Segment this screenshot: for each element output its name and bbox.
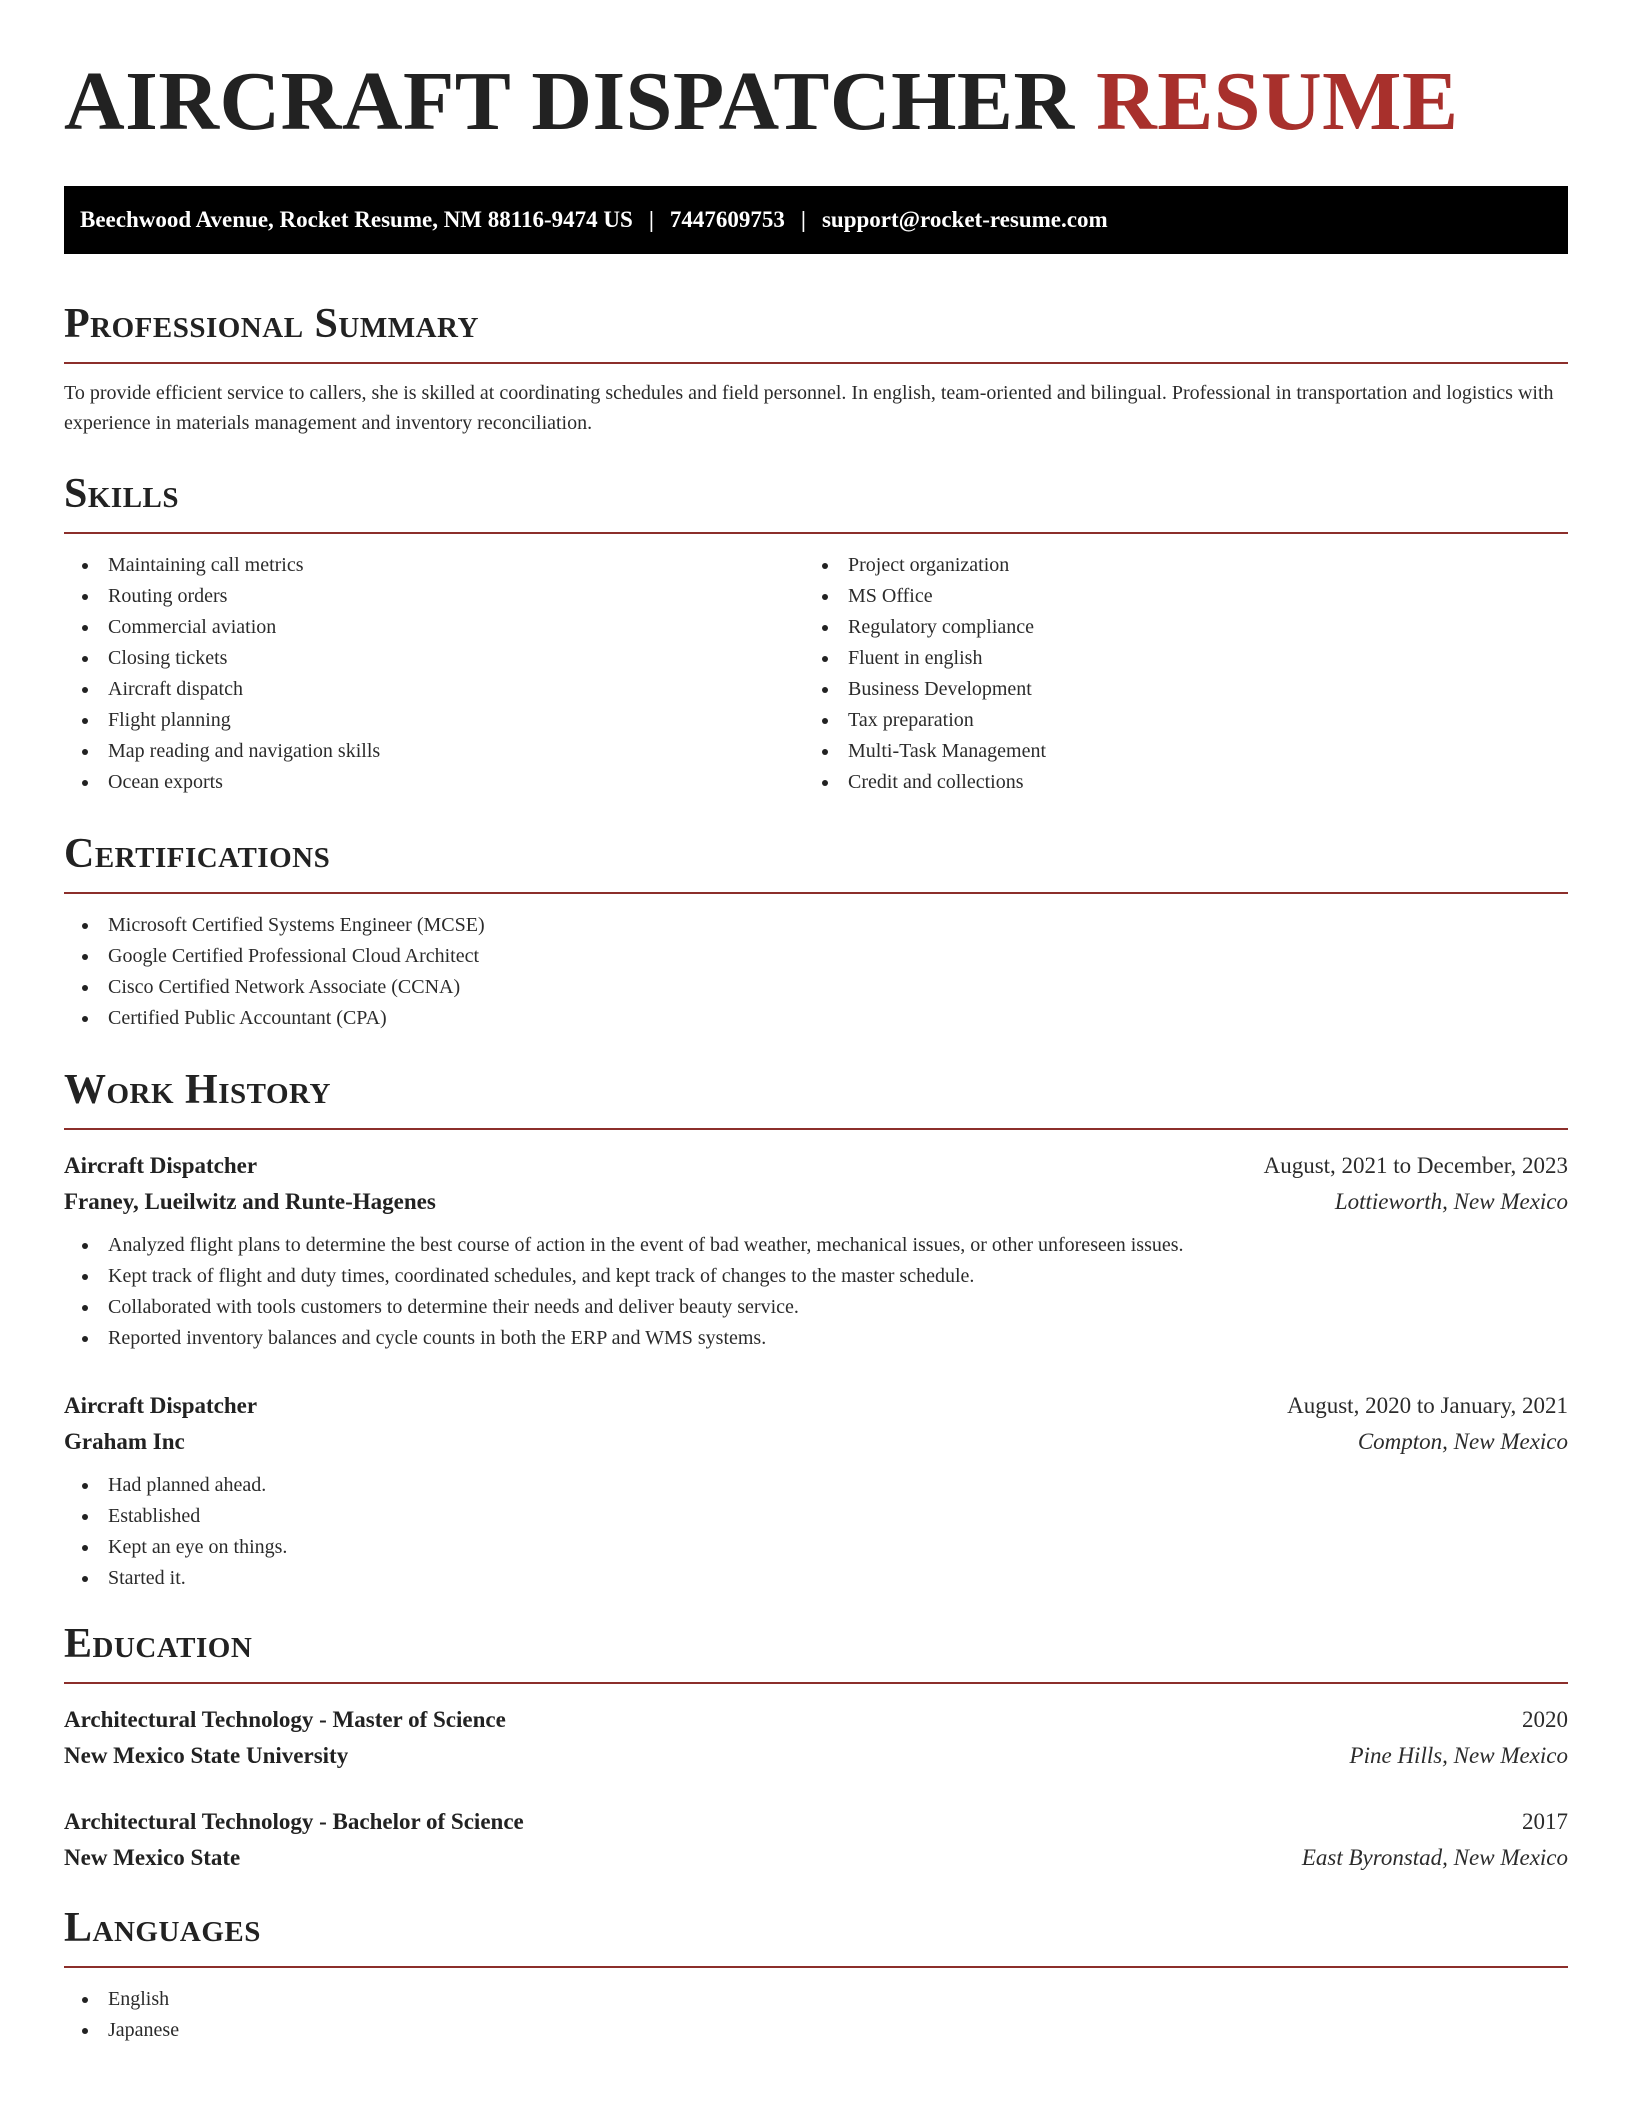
skill-item: Tax preparation xyxy=(804,705,1544,736)
skill-item: Ocean exports xyxy=(64,767,804,798)
certifications-list xyxy=(64,910,1568,1034)
skill-item: Map reading and navigation skills xyxy=(64,736,804,767)
contact-bar xyxy=(64,186,1568,254)
skill-item: Commercial aviation xyxy=(64,612,804,643)
job-bullet: Had planned ahead. xyxy=(64,1470,1568,1501)
skill-item: Credit and collections xyxy=(804,767,1544,798)
job-company: Graham Inc xyxy=(64,1429,185,1454)
contact-address: Beechwood Avenue, Rocket Resume, NM 88116-9474 US xyxy=(80,207,633,232)
job-location: Compton, New Mexico xyxy=(1357,1429,1568,1454)
education-school: New Mexico State xyxy=(64,1845,241,1870)
skill-item: Multi-Task Management xyxy=(804,736,1544,767)
education-location: East Byronstad, New Mexico xyxy=(1301,1845,1568,1870)
summary-section xyxy=(64,298,1568,438)
skills-section xyxy=(64,468,1568,798)
job-title-row xyxy=(64,1388,1568,1424)
education-section xyxy=(64,1618,1568,1876)
education-entry xyxy=(64,1702,1568,1774)
work-history-section xyxy=(64,1064,1568,1594)
job-title: Aircraft Dispatcher xyxy=(64,1153,258,1178)
summary-heading: Professional Summary xyxy=(64,298,1568,364)
skill-item: Project organization xyxy=(804,550,1544,581)
certification-item: Microsoft Certified Systems Engineer (MCSE) xyxy=(64,910,1568,941)
summary-text: To provide efficient service to callers, she is skilled at coordinating schedules and field personnel. In english, team-oriented and bilingual. Professional in transportation and logistics with experience in materials management and inventory reconciliation. xyxy=(64,382,1554,434)
skills-grid xyxy=(64,550,1568,798)
job-bullet: Reported inventory balances and cycle counts in both the ERP and WMS systems. xyxy=(64,1323,1568,1354)
skill-item: Flight planning xyxy=(64,705,804,736)
education-heading: Education xyxy=(64,1618,1568,1684)
education-year: 2020 xyxy=(1522,1707,1568,1732)
skill-item: Fluent in english xyxy=(804,643,1544,674)
skill-item: Closing tickets xyxy=(64,643,804,674)
resume-title xyxy=(64,0,1568,152)
education-school-row xyxy=(64,1738,1568,1774)
education-location: Pine Hills, New Mexico xyxy=(1349,1743,1568,1768)
job-company: Franey, Lueilwitz and Runte-Hagenes xyxy=(64,1189,436,1214)
skill-item: Routing orders xyxy=(64,581,804,612)
skill-item: Regulatory compliance xyxy=(804,612,1544,643)
certification-item: Google Certified Professional Cloud Architect xyxy=(64,941,1568,972)
education-school: New Mexico State University xyxy=(64,1743,349,1768)
certification-item: Certified Public Accountant (CPA) xyxy=(64,1003,1568,1034)
contact-phone: 7447609753 xyxy=(669,207,785,232)
job-title: Aircraft Dispatcher xyxy=(64,1393,258,1418)
job-title-row xyxy=(64,1148,1568,1184)
work-history-heading: Work History xyxy=(64,1064,1568,1130)
skills-heading: Skills xyxy=(64,468,1568,534)
certifications-heading: Certifications xyxy=(64,828,1568,894)
skills-right-list xyxy=(804,550,1544,798)
education-school-row xyxy=(64,1840,1568,1876)
job-bullet: Kept track of flight and duty times, coordinated schedules, and kept track of changes to the master schedule. xyxy=(64,1261,1568,1292)
job-bullet: Analyzed flight plans to determine the best course of action in the event of bad weather, mechanical issues, or other unforeseen issues. xyxy=(64,1230,1568,1261)
job-location: Lottieworth, New Mexico xyxy=(1334,1189,1568,1214)
contact-separator: | xyxy=(648,207,654,232)
job-bullet: Established xyxy=(64,1501,1568,1532)
education-degree-row xyxy=(64,1702,1568,1738)
job-bullet: Started it. xyxy=(64,1563,1568,1594)
job-bullet: Kept an eye on things. xyxy=(64,1532,1568,1563)
education-degree-row xyxy=(64,1804,1568,1840)
job-bullets xyxy=(64,1470,1568,1594)
contact-separator: | xyxy=(800,207,806,232)
skill-item: Aircraft dispatch xyxy=(64,674,804,705)
certification-item: Cisco Certified Network Associate (CCNA) xyxy=(64,972,1568,1003)
education-degree: Architectural Technology - Bachelor of Science xyxy=(64,1809,524,1834)
contact-email: support@rocket-resume.com xyxy=(821,207,1108,232)
job-dates: August, 2020 to January, 2021 xyxy=(1287,1393,1568,1418)
skill-item: Business Development xyxy=(804,674,1544,705)
job-bullets xyxy=(64,1230,1568,1354)
skills-left-list xyxy=(64,550,804,798)
title-accent: RESUME xyxy=(1096,55,1459,148)
job-bullet: Collaborated with tools customers to determine their needs and deliver beauty service. xyxy=(64,1292,1568,1323)
job-entry xyxy=(64,1388,1568,1594)
language-item: English xyxy=(64,1984,1568,2015)
title-main: AIRCRAFT DISPATCHER xyxy=(64,55,1075,148)
education-entry xyxy=(64,1804,1568,1876)
skill-item: Maintaining call metrics xyxy=(64,550,804,581)
skill-item: MS Office xyxy=(804,581,1544,612)
languages-section xyxy=(64,1902,1568,2046)
job-company-row xyxy=(64,1424,1568,1460)
certifications-section xyxy=(64,828,1568,1034)
language-item: Japanese xyxy=(64,2015,1568,2046)
job-entry xyxy=(64,1148,1568,1354)
job-dates: August, 2021 to December, 2023 xyxy=(1263,1153,1568,1178)
languages-list xyxy=(64,1984,1568,2046)
languages-heading: Languages xyxy=(64,1902,1568,1968)
education-degree: Architectural Technology - Master of Science xyxy=(64,1707,506,1732)
job-company-row xyxy=(64,1184,1568,1220)
education-year: 2017 xyxy=(1522,1809,1568,1834)
